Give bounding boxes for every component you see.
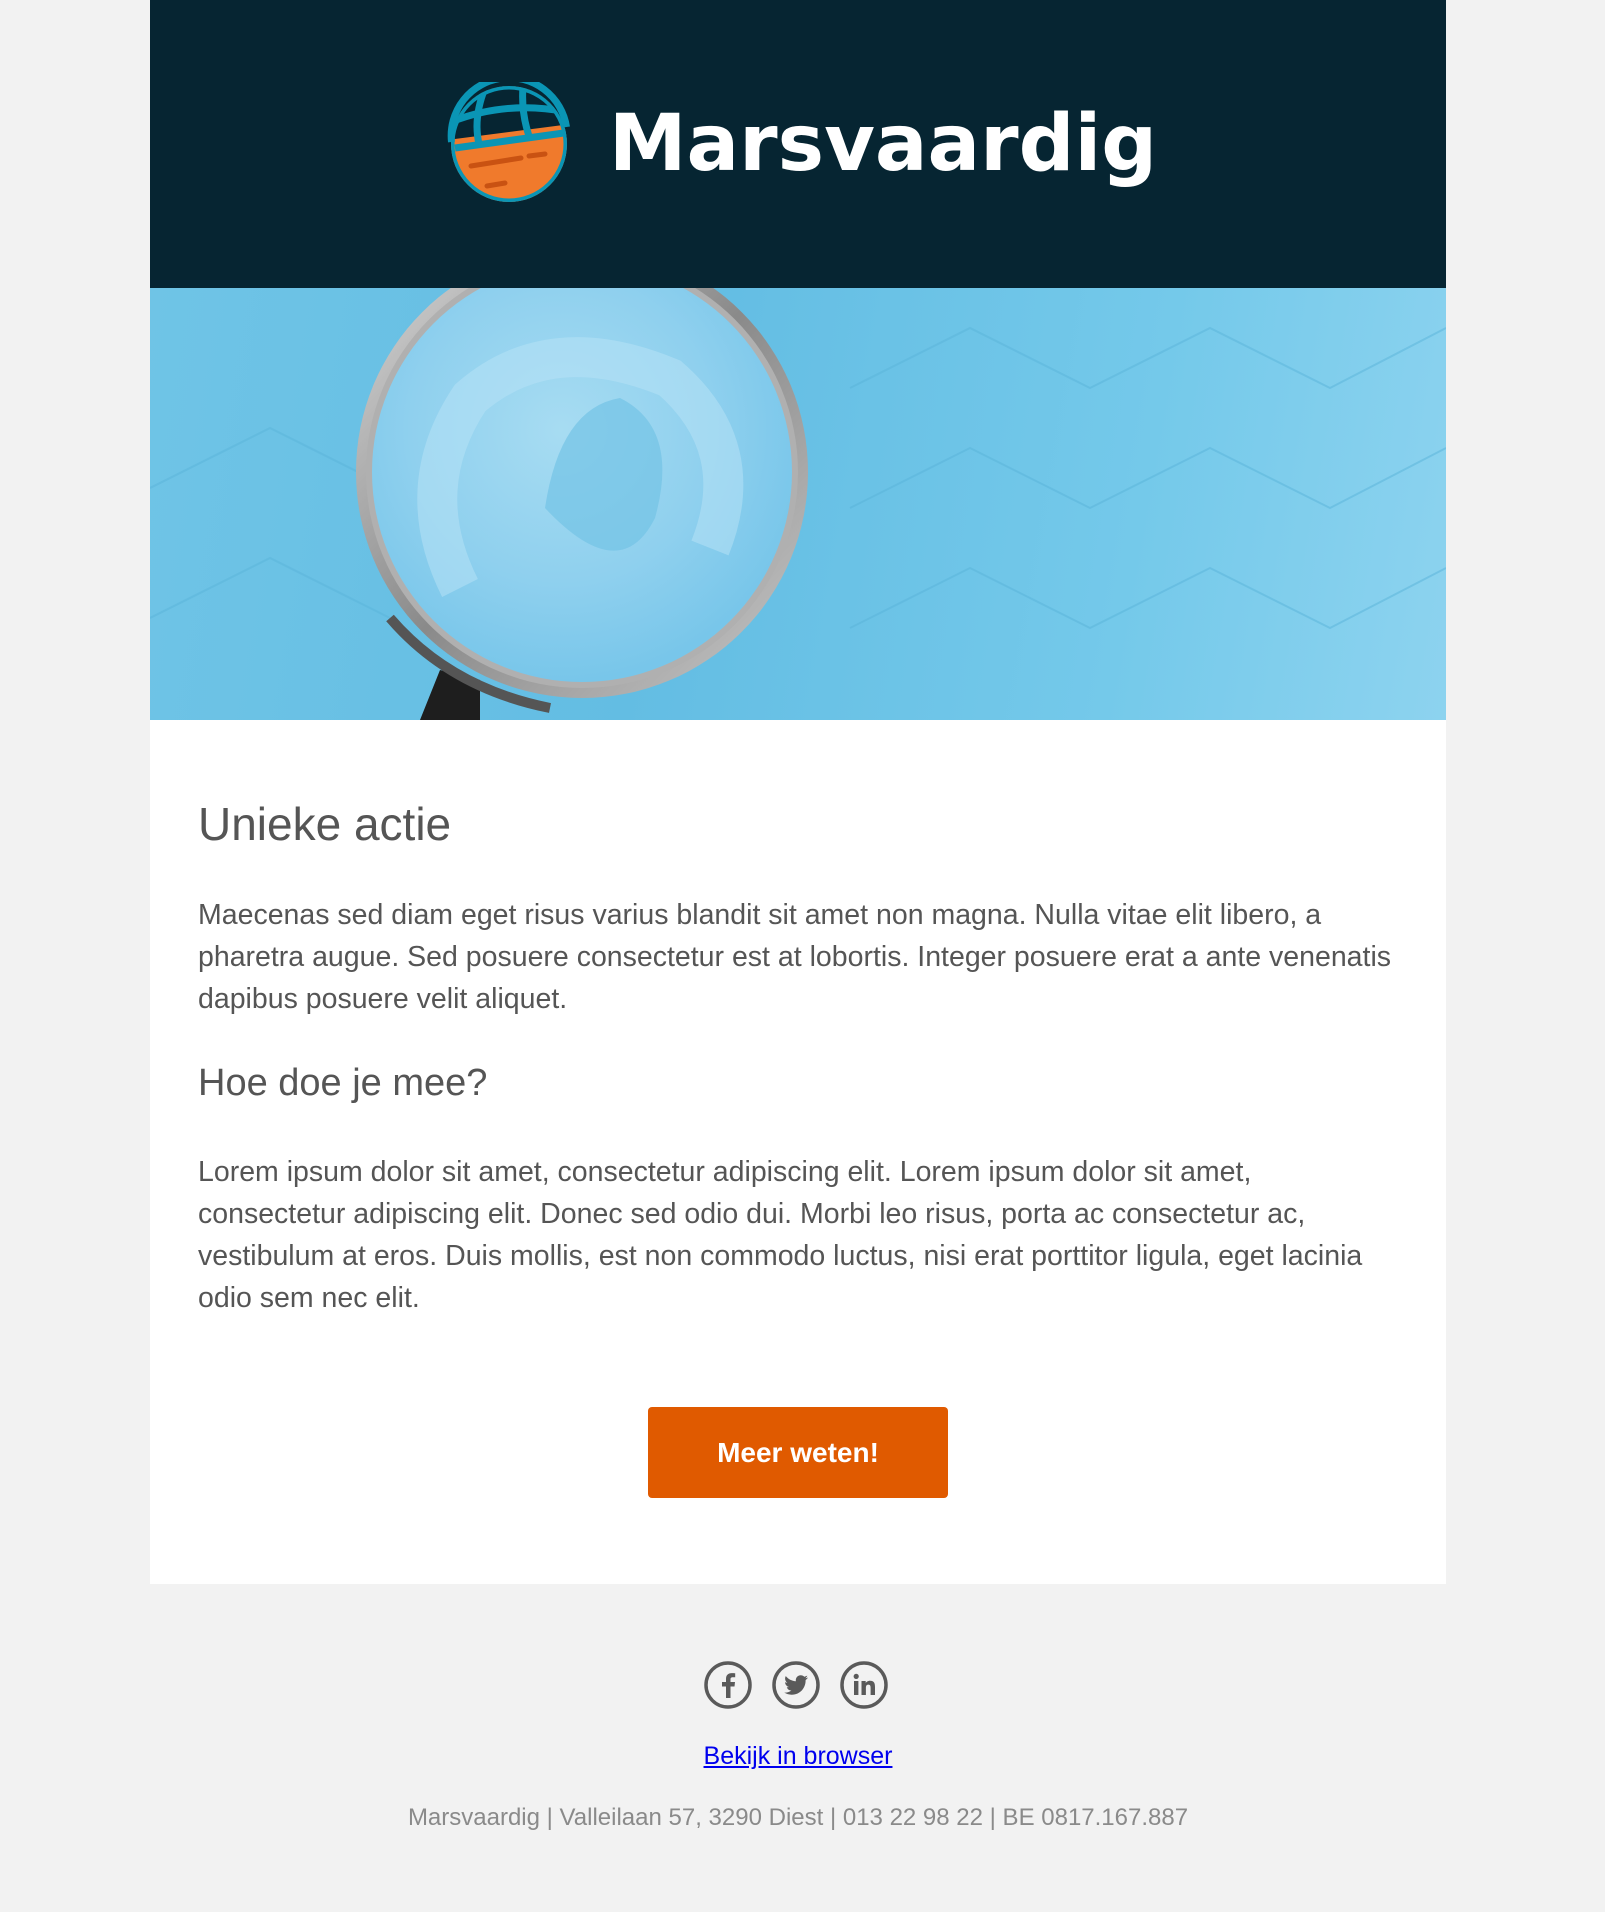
email-footer (150, 1584, 1446, 1836)
email-header (150, 0, 1446, 288)
email-container (150, 0, 1446, 1836)
globe-icon (447, 82, 571, 206)
facebook-icon[interactable] (704, 1661, 752, 1709)
linkedin-icon[interactable] (840, 1661, 888, 1709)
meer-weten-button[interactable]: Meer weten! (648, 1407, 948, 1498)
brand-name: Marsvaardig (608, 99, 1158, 189)
social-links (145, 1661, 1446, 1709)
view-in-browser-link[interactable]: Bekijk in browser (703, 1742, 893, 1770)
company-address: Marsvaardig | Valleilaan 57, 3290 Diest | 013 22 98 22 | BE 0817.167.887 (407, 1804, 1189, 1831)
twitter-icon[interactable] (772, 1661, 820, 1709)
intro-paragraph: Maecenas sed diam eget risus varius blandit sit amet non magna. Nulla vitae elit libero, a pharetra augue. Sed posuere consectetur est at lobortis. Integer posuere erat a ante venenatis dapibus posuere velit aliquet. (198, 899, 1392, 1015)
section-title: Unieke actie (198, 798, 452, 850)
magnifying-glass-illustration (150, 288, 1446, 720)
section-subtitle: Hoe doe je mee? (198, 1062, 488, 1104)
cta-row (198, 1407, 1398, 1498)
hero-image (150, 288, 1446, 720)
body-paragraph: Lorem ipsum dolor sit amet, consectetur adipiscing elit. Lorem ipsum dolor sit amet, consectetur adipiscing elit. Donec sed odio dui. Morbi leo risus, porta ac consectetur ac, vestibulum at eros. Duis mollis, est non commodo luctus, nisi erat porttitor ligula, eget lacinia odio sem nec elit. (198, 1156, 1363, 1314)
brand-logo[interactable] (447, 82, 1157, 206)
email-body (150, 720, 1446, 1584)
